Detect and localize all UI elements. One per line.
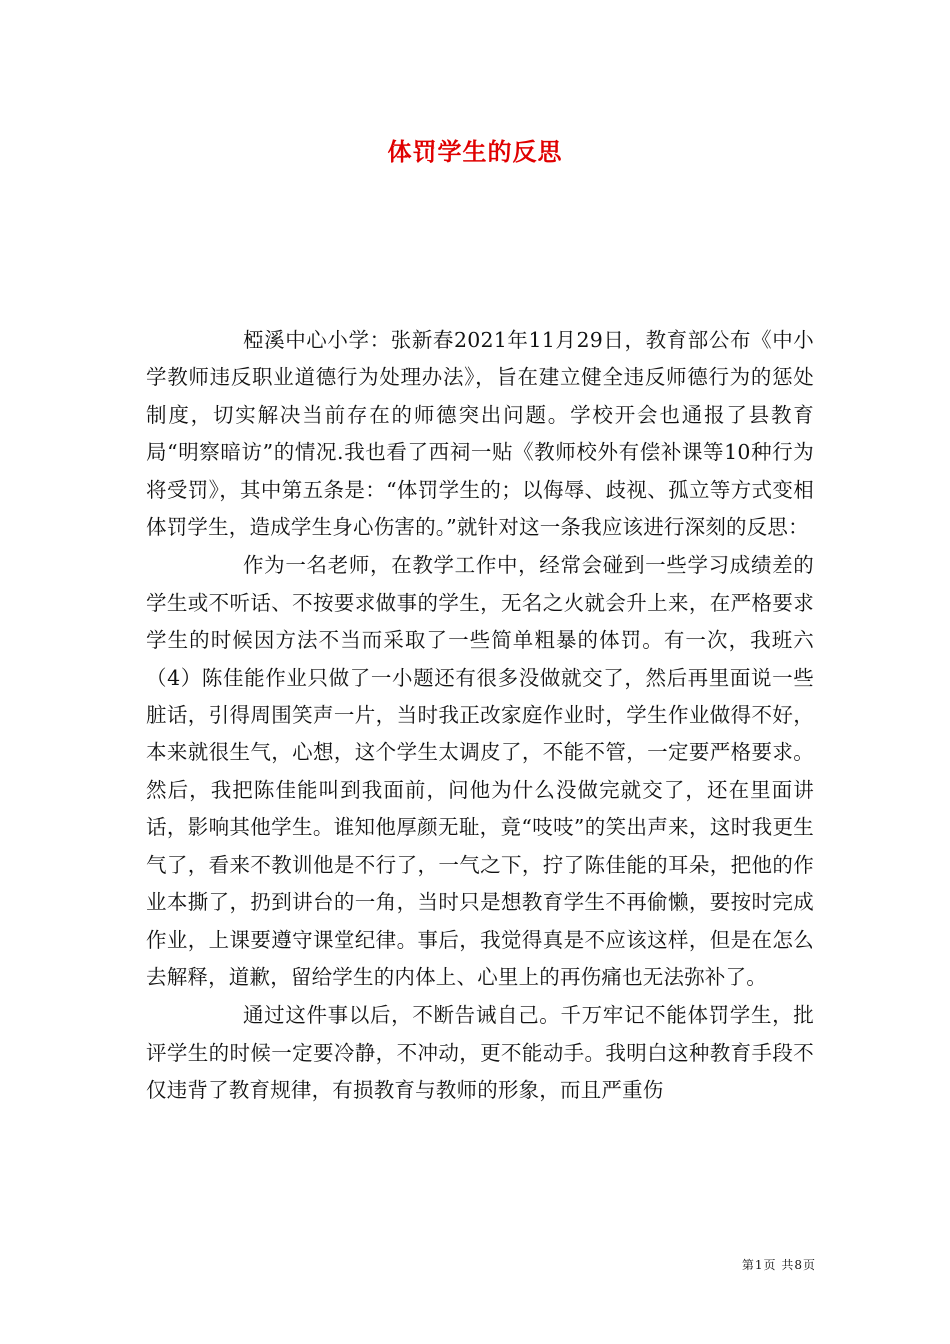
document-body: [146, 322, 814, 1110]
document-title: 体罚学生的反思: [387, 137, 563, 166]
page-number: 第1页 共8页: [741, 1258, 816, 1272]
paragraph-1: 椏溪中心小学：张新春2021年11月29日，教育部公布《中小学教师违反职业道德行为处理办法》，旨在建立健全违反师德行为的惩处制度，切实解决当前存在的师德突出问题。学校开会也通报了县教育局“明察暗访”的情况.我也看了西祠一贴《教师校外有偿补课等10种行为将受罚》，其中第五条是：“体罚学生的；以侮辱、歧视、孤立等方式变相体罚学生，造成学生身心伤害的。”就针对这一条我应该进行深刻的反思：: [146, 328, 814, 540]
paragraph-3: 通过这件事以后，不断告诫自己。千万牢记不能体罚学生，批评学生的时候一定要冷静，不冲动，更不能动手。我明白这种教育手段不仅违背了教育规律，有损教育与教师的形象，而且严重伤: [146, 1003, 814, 1103]
paragraph-2: 作为一名老师，在教学工作中，经常会碰到一些学习成绩差的学生或不听话、不按要求做事的学生，无名之火就会升上来，在严格要求学生的时候因方法不当而采取了一些简单粗暴的体罚。有一次，我班六（4）陈佳能作业只做了一小题还有很多没做就交了，然后再里面说一些脏话，引得周围笑声一片，当时我正改家庭作业时，学生作业做得不好，本来就很生气，心想，这个学生太调皮了，不能不管，一定要严格要求。然后，我把陈佳能叫到我面前，问他为什么没做完就交了，还在里面讲话，影响其他学生。谁知他厚颜无耻，竟“吱吱”的笑出声来，这时我更生气了，看来不教训他是不行了，一气之下，拧了陈佳能的耳朵，把他的作业本撕了，扔到讲台的一角，当时只是想教育学生不再偷懒，要按时完成作业，上课要遵守课堂纪律。事后，我觉得真是不应该这样，但是在怎么去解释，道歉，留给学生的内体上、心里上的再伤痛也无法弥补了。: [146, 553, 814, 989]
